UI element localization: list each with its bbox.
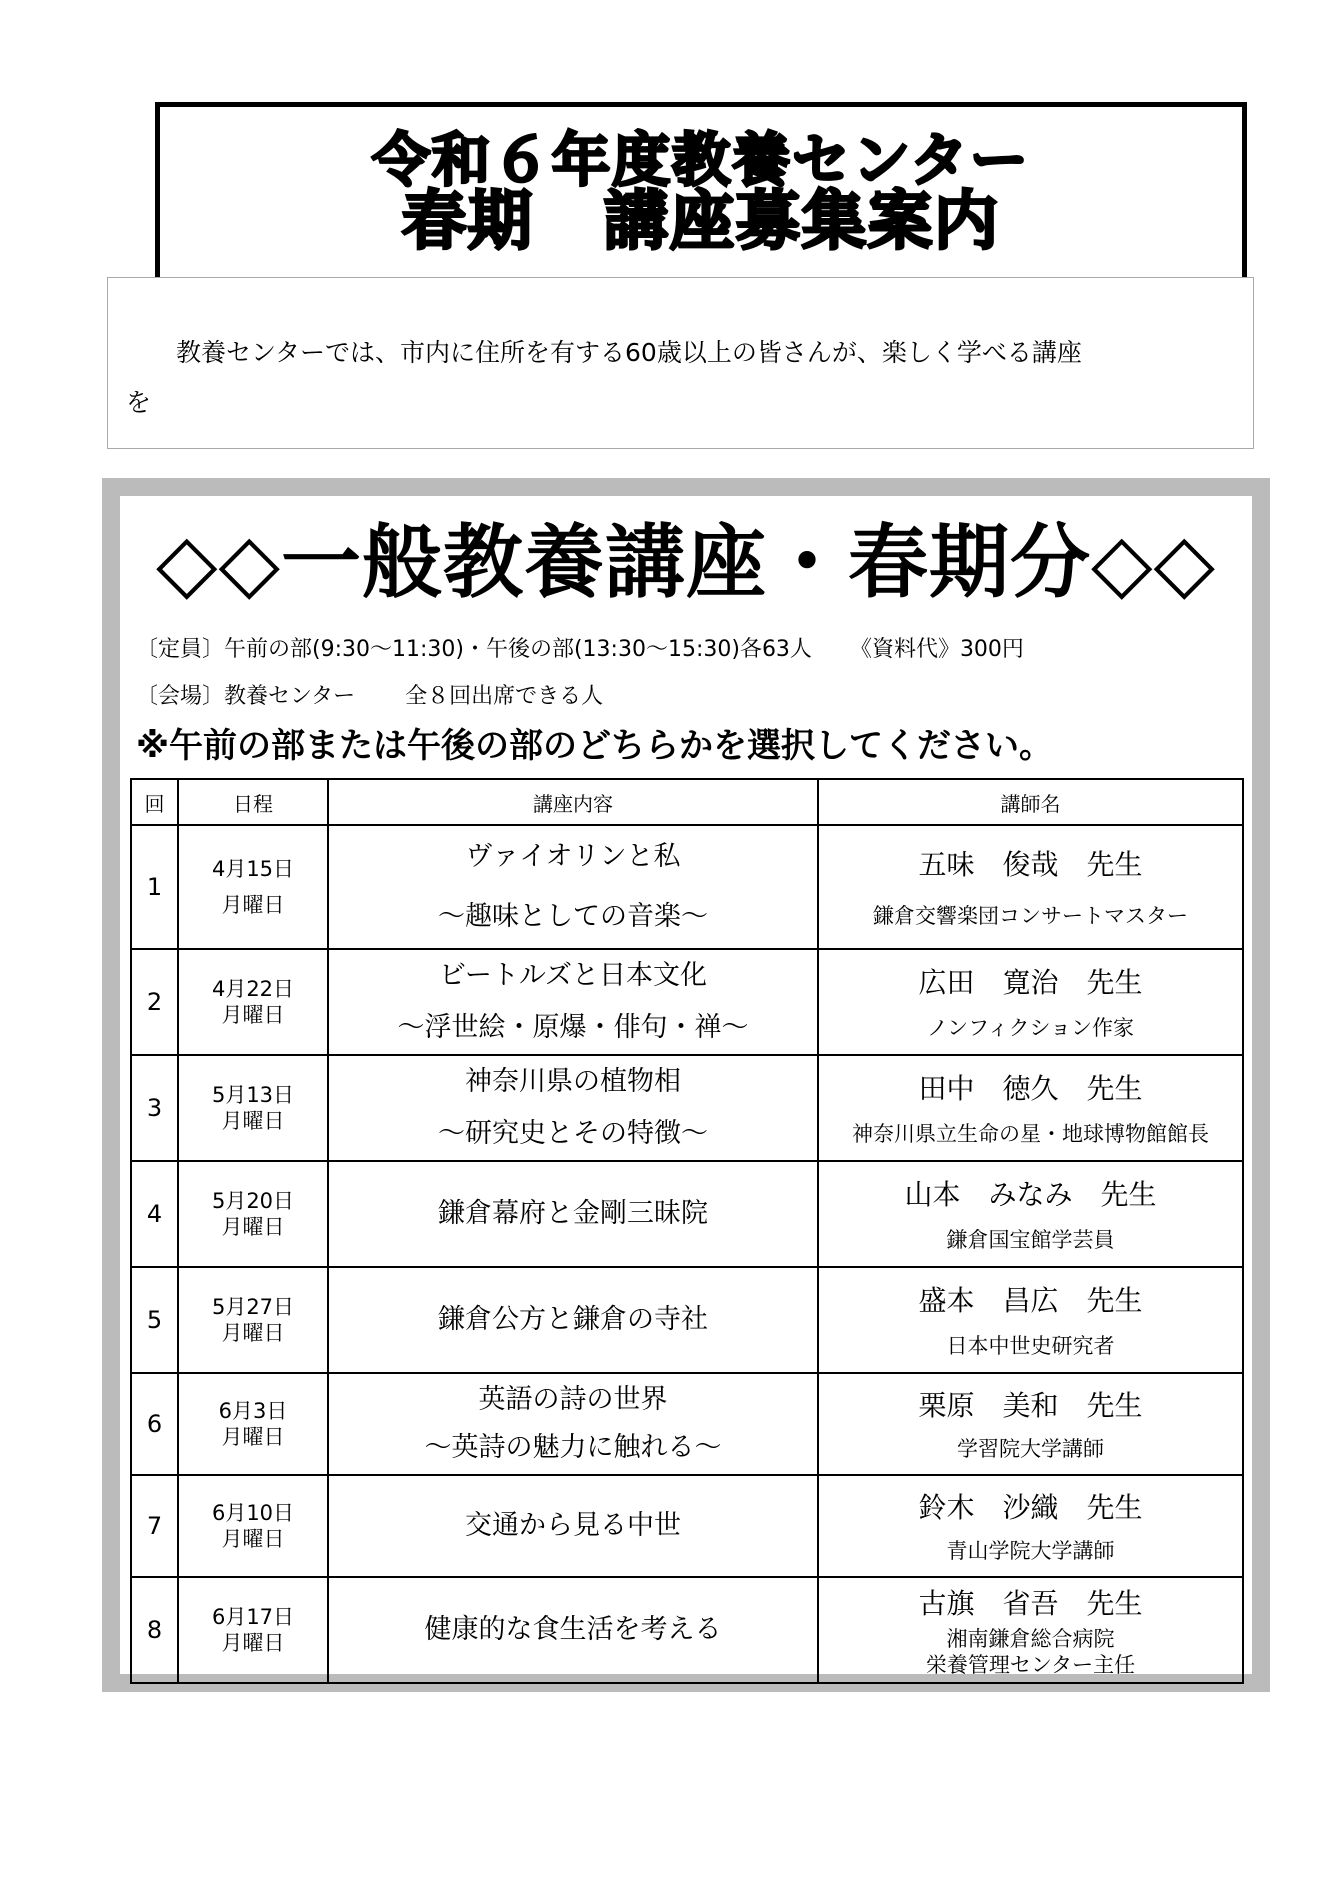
day-text: 月曜日 xyxy=(221,893,285,917)
row-no: 1 xyxy=(131,825,178,949)
intro-line-1: 教養センターでは、市内に住所を有する60歳以上の皆さんが、楽しく学べる講座 xyxy=(176,338,1082,367)
section-heading: ◇◇一般教養講座・春期分◇◇ xyxy=(155,516,1217,609)
lecturer-role: 日本中世史研究者 xyxy=(946,1334,1115,1358)
row-content xyxy=(328,1373,818,1475)
title-recruitment: 講座募集案内 xyxy=(604,185,1000,259)
row-lecturer xyxy=(818,1161,1243,1267)
row-no: 4 xyxy=(131,1161,178,1267)
course-title: 健康的な食生活を考える xyxy=(424,1614,722,1645)
row-lecturer xyxy=(818,1577,1243,1683)
eligibility-text: 全８回出席できる人 xyxy=(405,684,604,709)
lecturer-role: ノンフィクション作家 xyxy=(926,1016,1135,1040)
table-row xyxy=(131,1055,1243,1161)
course-title: ヴァイオリンと私 xyxy=(465,841,681,872)
lecturer-name: 五味 俊哉 先生 xyxy=(918,848,1143,881)
header-date: 日程 xyxy=(178,779,328,825)
course-subtitle: ～研究史とその特徴～ xyxy=(438,1118,708,1149)
row-content xyxy=(328,825,818,949)
row-lecturer xyxy=(818,949,1243,1055)
table-row xyxy=(131,825,1243,949)
course-title: 英語の詩の世界 xyxy=(478,1384,668,1415)
header-no: 回 xyxy=(131,779,178,825)
day-text: 月曜日 xyxy=(221,1215,285,1239)
lecturer-role: 鎌倉交響楽団コンサートマスター xyxy=(873,904,1188,928)
lecturer-role: 鎌倉国宝館学芸員 xyxy=(946,1228,1115,1252)
table-row xyxy=(131,949,1243,1055)
date-text: 5月27日 xyxy=(211,1295,295,1319)
day-text: 月曜日 xyxy=(221,1425,285,1449)
lecturer-name: 田中 徳久 先生 xyxy=(918,1072,1143,1105)
date-text: 4月22日 xyxy=(211,977,295,1001)
course-title: 交通から見る中世 xyxy=(465,1510,681,1541)
lecturer-name: 鈴木 沙織 先生 xyxy=(918,1491,1143,1524)
lecturer-name: 山本 みなみ 先生 xyxy=(904,1178,1157,1211)
row-lecturer xyxy=(818,1475,1243,1577)
table-row xyxy=(131,1475,1243,1577)
course-title: ビートルズと日本文化 xyxy=(438,960,708,991)
lecturer-name: 広田 寛治 先生 xyxy=(918,966,1143,999)
row-lecturer xyxy=(818,1267,1243,1373)
venue-text: 〔会場〕教養センター xyxy=(136,684,356,709)
venue-info xyxy=(136,679,603,710)
date-text: 6月3日 xyxy=(218,1399,288,1423)
date-text: 6月17日 xyxy=(211,1605,295,1629)
header-lecturer: 講師名 xyxy=(818,779,1243,825)
lecturer-name: 盛本 昌広 先生 xyxy=(918,1284,1143,1317)
table-header-row xyxy=(131,779,1243,825)
table-row xyxy=(131,1577,1243,1683)
lecturer-role: 湘南鎌倉総合病院 xyxy=(946,1627,1115,1651)
row-no: 7 xyxy=(131,1475,178,1577)
lecturer-role: 神奈川県立生命の星・地球博物館館長 xyxy=(852,1122,1209,1146)
day-text: 月曜日 xyxy=(221,1631,285,1655)
row-content xyxy=(328,1475,818,1577)
course-title: 鎌倉幕府と金剛三昧院 xyxy=(438,1198,708,1229)
day-text: 月曜日 xyxy=(221,1003,285,1027)
title-box xyxy=(155,102,1247,278)
day-text: 月曜日 xyxy=(221,1527,285,1551)
capacity-info xyxy=(136,632,1024,663)
row-content xyxy=(328,949,818,1055)
lecturer-role-2: 栄養管理センター主任 xyxy=(925,1653,1136,1677)
row-date xyxy=(178,1267,328,1373)
row-lecturer xyxy=(818,825,1243,949)
row-no: 8 xyxy=(131,1577,178,1683)
day-text: 月曜日 xyxy=(221,1109,285,1133)
row-date xyxy=(178,1475,328,1577)
row-content xyxy=(328,1055,818,1161)
row-content xyxy=(328,1267,818,1373)
row-no: 2 xyxy=(131,949,178,1055)
lecturer-role: 学習院大学講師 xyxy=(957,1437,1104,1461)
course-subtitle: ～英詩の魅力に触れる～ xyxy=(424,1432,722,1463)
row-no: 5 xyxy=(131,1267,178,1373)
row-no: 6 xyxy=(131,1373,178,1475)
intro-box xyxy=(107,277,1254,449)
row-date xyxy=(178,1373,328,1475)
selection-notice: ※午前の部または午後の部のどちらかを選択してください。 xyxy=(136,726,1054,766)
table-row xyxy=(131,1161,1243,1267)
row-content xyxy=(328,1577,818,1683)
row-lecturer xyxy=(818,1055,1243,1161)
course-frame xyxy=(102,478,1270,1692)
header-content: 講座内容 xyxy=(328,779,818,825)
fee-text: 《資料代》300円 xyxy=(849,637,1024,662)
row-date xyxy=(178,949,328,1055)
lecturer-name: 古旗 省吾 先生 xyxy=(918,1587,1143,1620)
row-date xyxy=(178,1161,328,1267)
schedule-table xyxy=(130,778,1244,1684)
lecturer-name: 栗原 美和 先生 xyxy=(918,1389,1143,1422)
row-date xyxy=(178,1577,328,1683)
intro-line-2: を xyxy=(126,388,152,417)
table-row xyxy=(131,1267,1243,1373)
course-subtitle: ～趣味としての音楽～ xyxy=(438,901,708,932)
day-text: 月曜日 xyxy=(221,1321,285,1345)
course-subtitle: ～浮世絵・原爆・俳句・禅～ xyxy=(397,1012,749,1043)
table-row xyxy=(131,1373,1243,1475)
date-text: 6月10日 xyxy=(211,1501,295,1525)
capacity-text: 〔定員〕午前の部(9:30～11:30)・午後の部(13:30～15:30)各63人 xyxy=(136,637,812,662)
lecturer-role: 青山学院大学講師 xyxy=(946,1539,1115,1563)
title-line-1: 令和６年度教養センター xyxy=(372,126,1030,194)
course-title: 神奈川県の植物相 xyxy=(465,1066,681,1097)
row-date xyxy=(178,825,328,949)
date-text: 4月15日 xyxy=(211,857,295,881)
date-text: 5月20日 xyxy=(211,1189,295,1213)
date-text: 5月13日 xyxy=(211,1083,295,1107)
course-title: 鎌倉公方と鎌倉の寺社 xyxy=(438,1304,708,1335)
row-no: 3 xyxy=(131,1055,178,1161)
row-date xyxy=(178,1055,328,1161)
title-season: 春期 xyxy=(402,185,534,259)
title-line-2 xyxy=(160,185,1242,259)
row-content xyxy=(328,1161,818,1267)
row-lecturer xyxy=(818,1373,1243,1475)
